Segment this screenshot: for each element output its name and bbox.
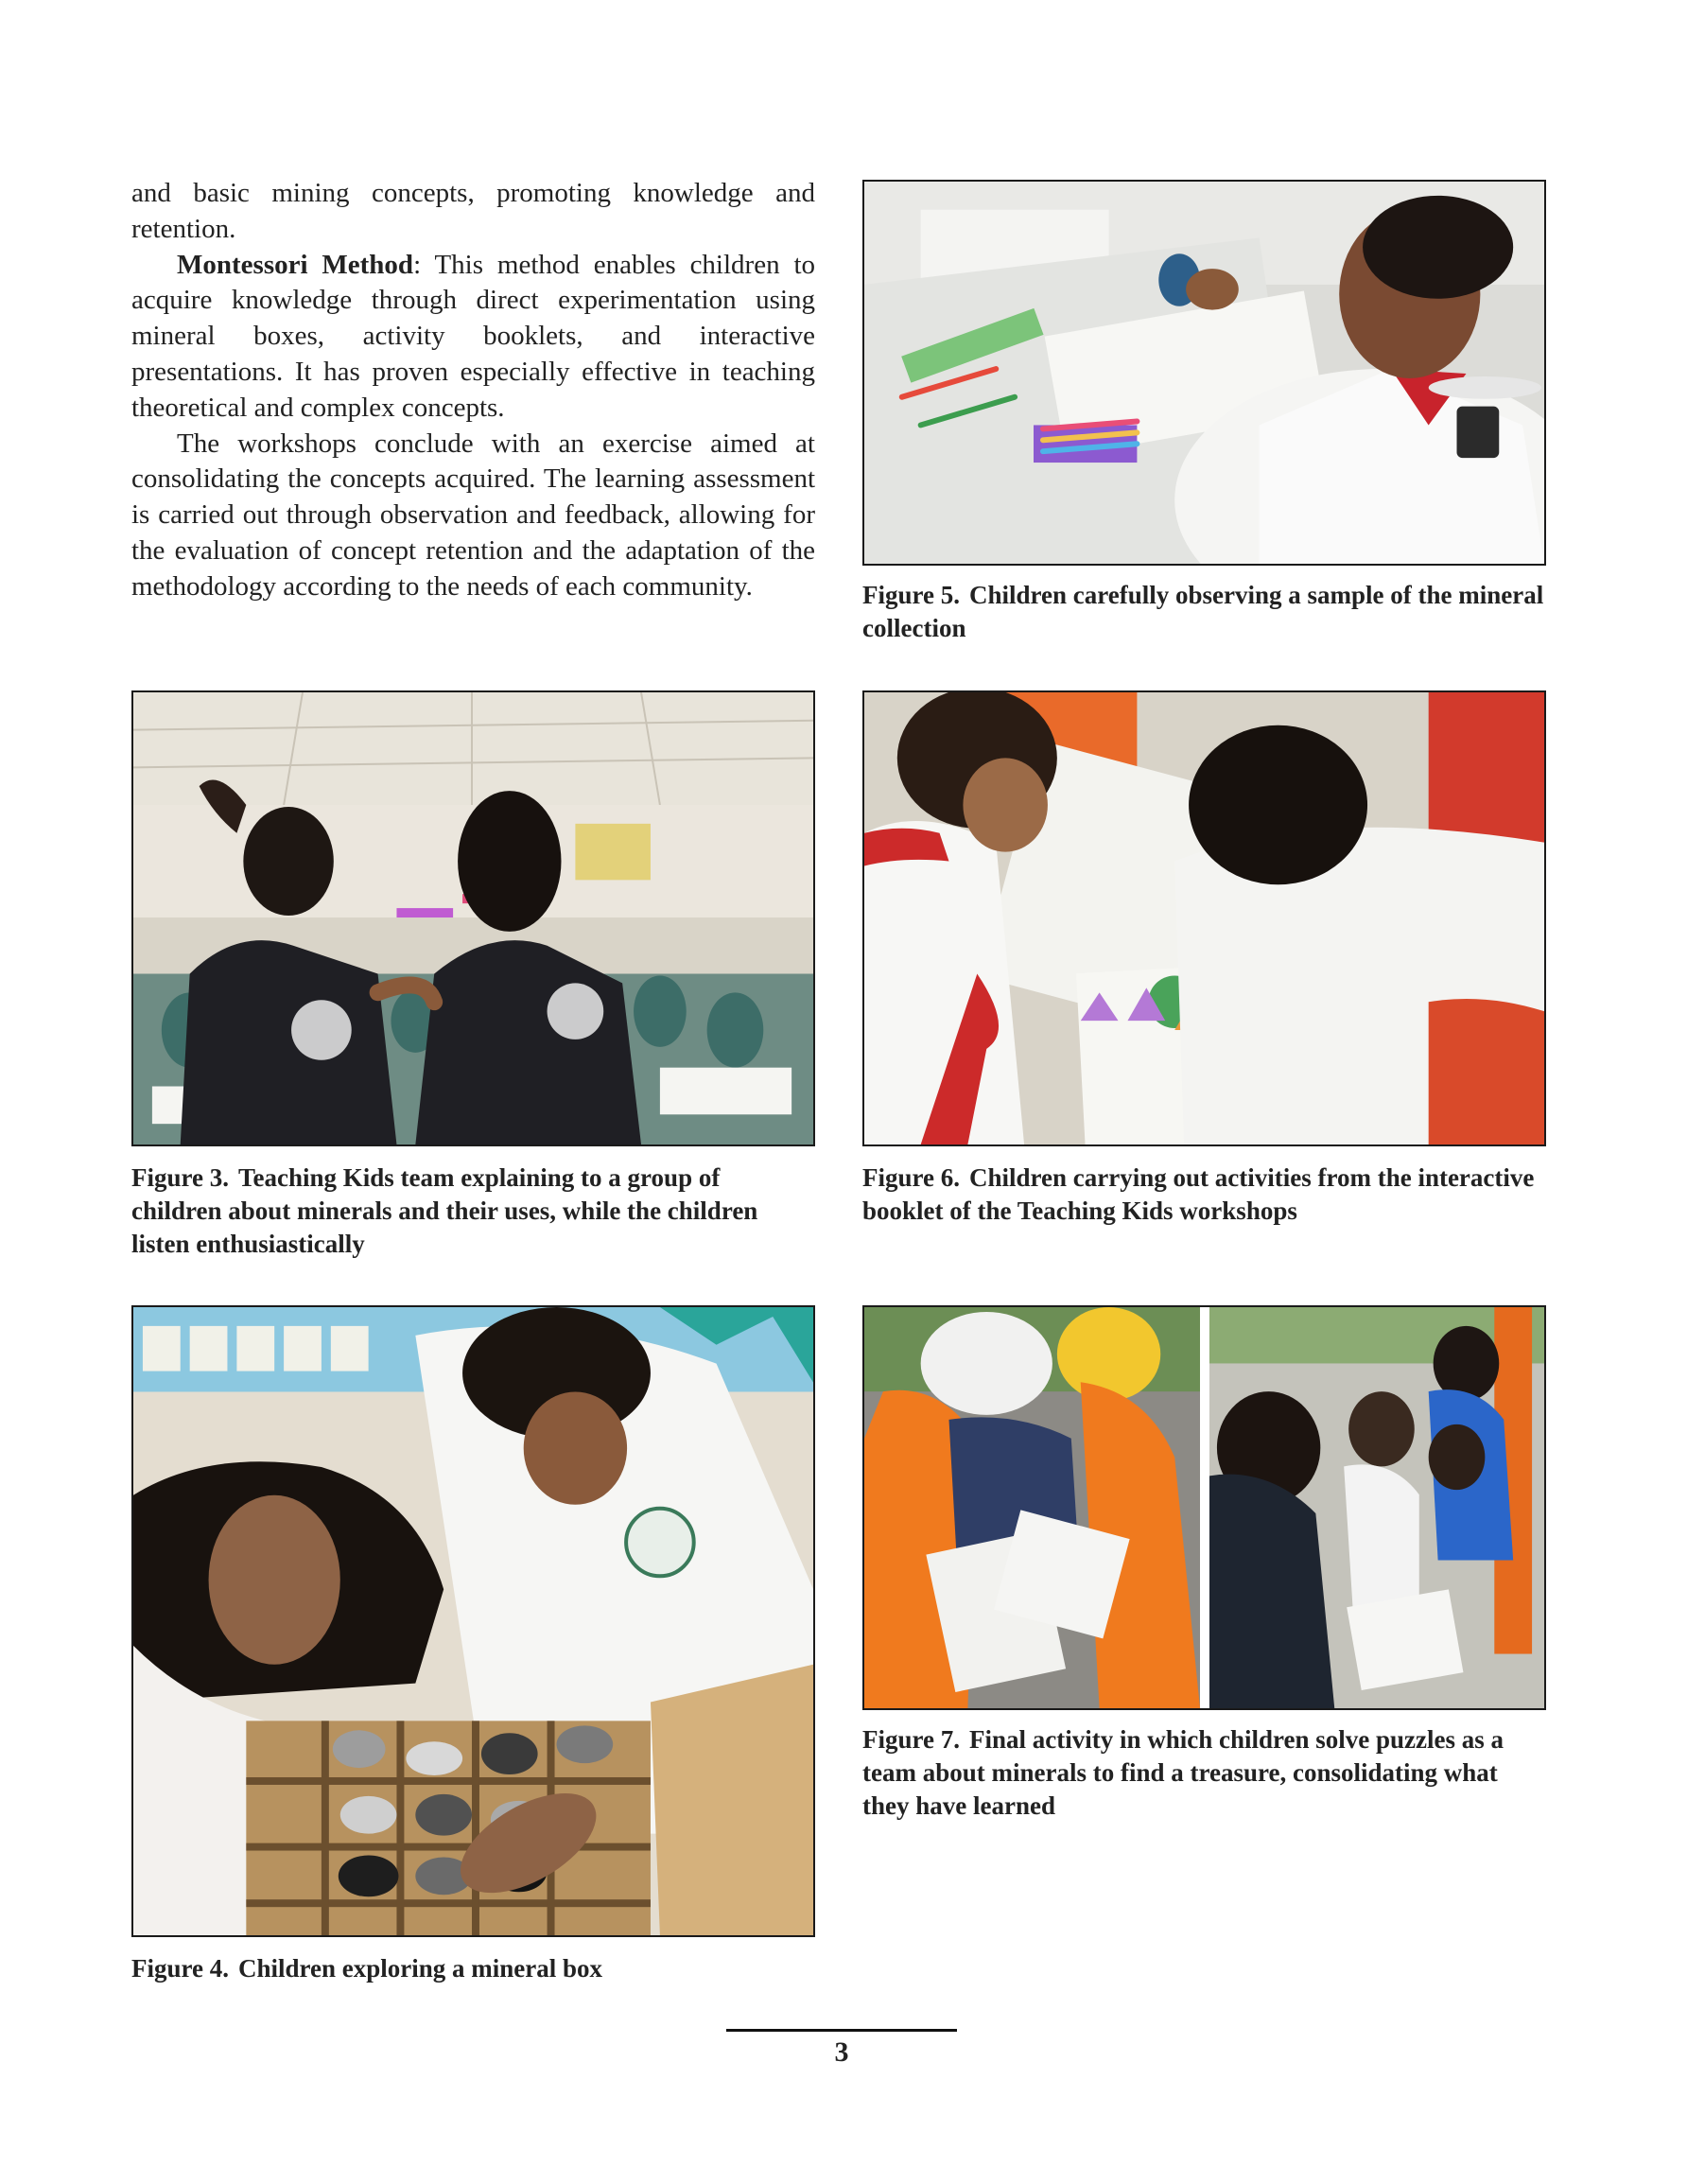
figure-4-photo <box>131 1305 815 1937</box>
body-text <box>131 176 815 605</box>
figure-4-caption <box>131 1952 815 1985</box>
figure-6-label: Figure 6. <box>862 1163 960 1192</box>
figure-4-label: Figure 4. <box>131 1954 229 1983</box>
figure-6-text: Children carrying out activities from the interactive booklet of the Teaching Kids workshops <box>862 1163 1535 1225</box>
figure-4-text: Children exploring a mineral box <box>238 1954 603 1983</box>
paragraph-3: The workshops conclude with an exercise aimed at consolidating the concepts acquired. The learning assessment is carried out through observation and feedback, allowing for the evaluation of concept retention and the adaptation of the methodology according to the needs of each community. <box>131 428 815 602</box>
figure-5-photo <box>862 180 1546 566</box>
figure-6-photo <box>862 690 1546 1146</box>
montessori-description: : This method enables children to acquire knowledge through direct experimentation using mineral boxes, activity booklets, and interactive presentations. It has proven especially effective in teaching theoretical and complex concepts. <box>131 249 816 423</box>
figure-5-text: Children carefully observing a sample of the mineral collection <box>862 581 1544 642</box>
figure-6-caption <box>862 1162 1546 1228</box>
figure-3-label: Figure 3. <box>131 1163 229 1192</box>
figure-7-photo <box>862 1305 1546 1710</box>
figure-7-label: Figure 7. <box>862 1725 960 1754</box>
montessori-term: Montessori Method <box>177 249 414 280</box>
figure-7-text: Final activity in which children solve puzzles as a team about minerals to find a treasure, consolidating what they have learned <box>862 1725 1504 1820</box>
page-number: 3 <box>834 2036 849 2068</box>
paragraph-1: and basic mining concepts, promoting knowledge and retention. <box>131 178 815 244</box>
figure-3-photo <box>131 690 815 1146</box>
figure-7-caption <box>862 1723 1546 1823</box>
figure-3-caption <box>131 1162 815 1261</box>
figure-5-caption <box>862 579 1546 645</box>
figure-5-label: Figure 5. <box>862 581 960 609</box>
footer-rule <box>726 2029 957 2032</box>
paragraph-2 <box>131 248 815 427</box>
figure-3-text: Teaching Kids team explaining to a group of children about minerals and their uses, while the children listen enthusiastically <box>131 1163 758 1258</box>
